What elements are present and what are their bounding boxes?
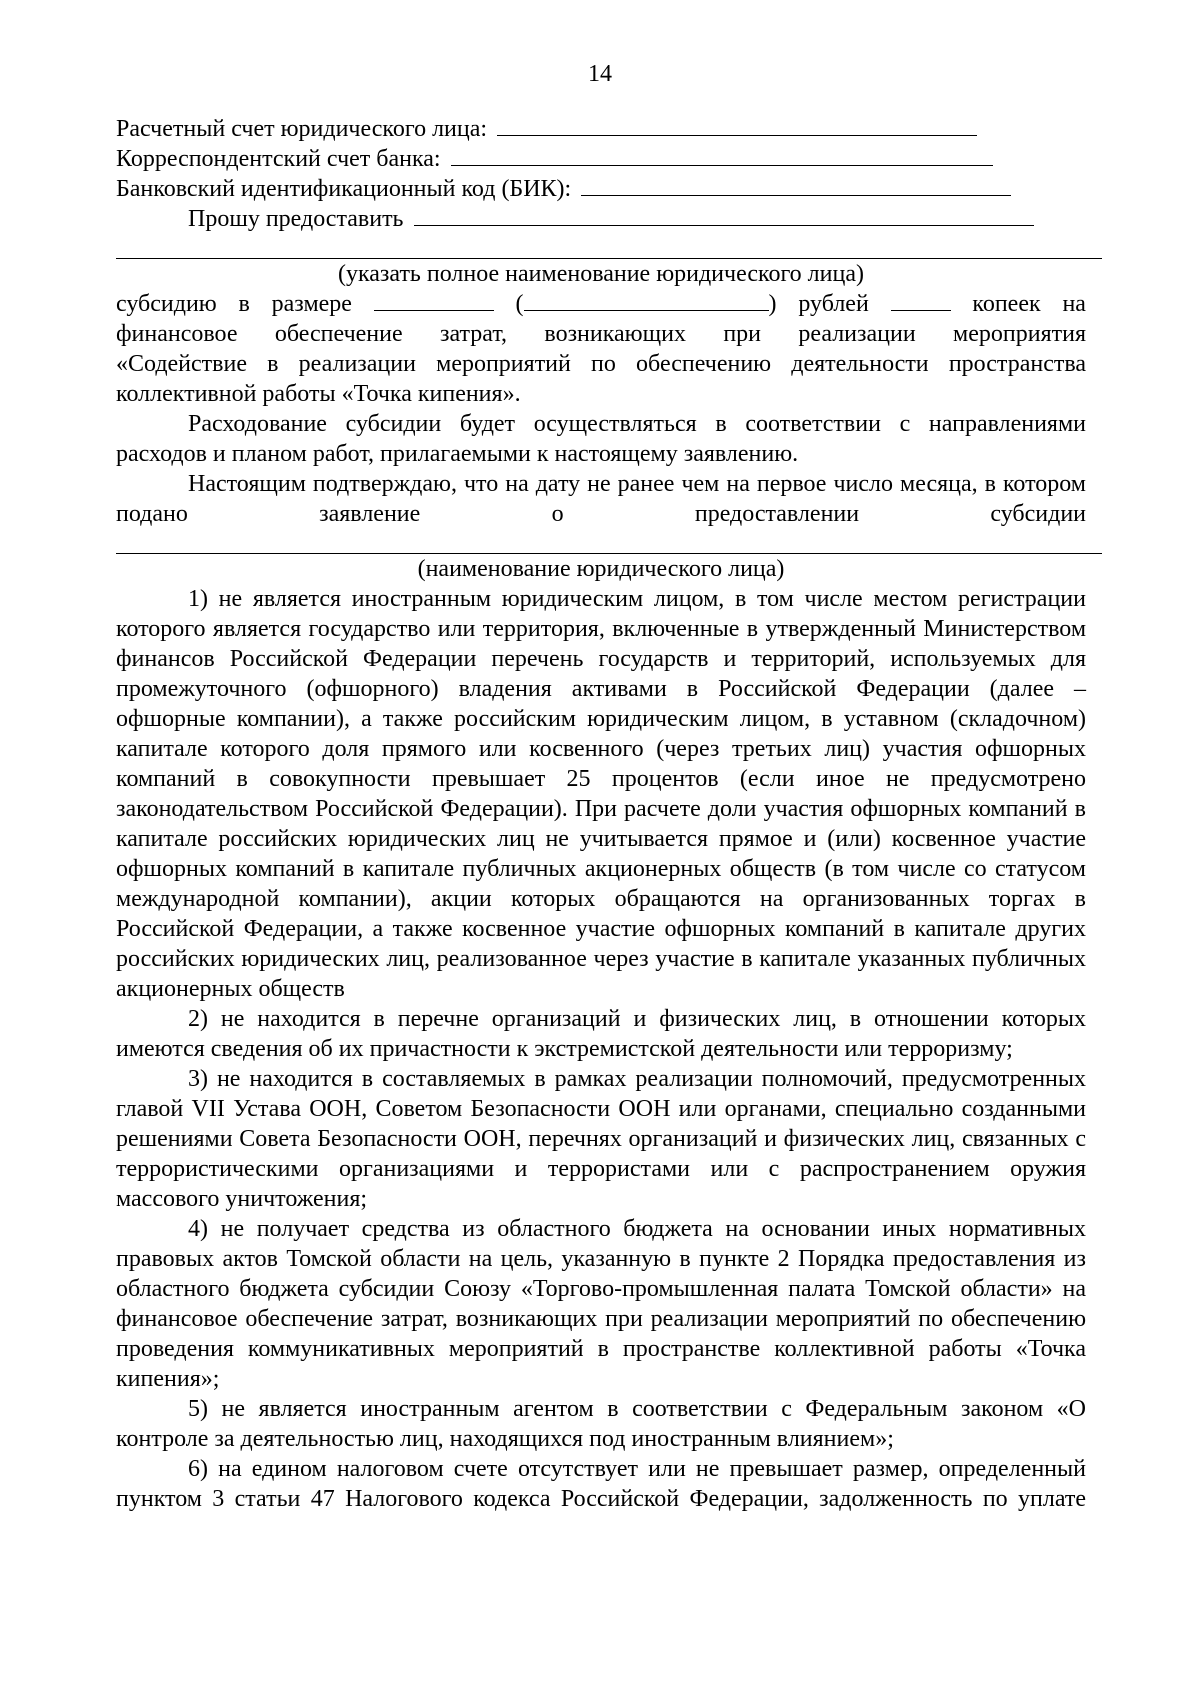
open-paren: (	[515, 291, 524, 317]
rubles-word: рублей	[798, 291, 869, 317]
list-item: 2) не находится в перечне организаций и физических лиц, в отношении которых имеются сведения об их причастности к экстремистской деятельности или терроризму;	[116, 1006, 1086, 1062]
subsidy-word-1: субсидию	[116, 291, 217, 317]
bik-field	[116, 174, 1086, 204]
kopecks-word: копеек	[972, 291, 1041, 317]
amount-words-blank[interactable]	[524, 292, 769, 311]
kopecks-blank[interactable]	[891, 292, 951, 311]
amount-words-group	[516, 289, 777, 319]
expenditure-paragraph: Расходование субсидии будет осуществляться в соответствии с направлениями расходов и планом работ, прилагаемыми к настоящему заявлению.	[116, 411, 1086, 467]
org-name-line-2[interactable]	[116, 529, 1102, 554]
list-item: 6) на едином налоговом счете отсутствует или не превышает размер, определенный пунктом 3 статьи 47 Налогового кодекса Российской Федерации, задолженность по уплате	[116, 1456, 1086, 1512]
subsidy-word-3: размере	[271, 291, 352, 317]
confirm-paragraph: Настоящим подтверждаю, что на дату не ранее чем на первое число месяца, в котором подано заявление о предоставлении субсидии	[116, 471, 1086, 527]
list-item: 3) не находится в составляемых в рамках реализации полномочий, предусмотренных главой VII Устава ООН, Советом Безопасности ООН или органами, специально созданными решениями Совета Безопасности ООН, перечнях организаций и физических лиц, связанных с террористическими организациями и террористами или с распространением оружия массового уничтожения;	[116, 1066, 1086, 1212]
close-paren: )	[768, 291, 777, 317]
bik-label: Банковский идентификационный код (БИК):	[116, 176, 572, 202]
corr-account-label: Корреспондентский счет банка:	[116, 146, 441, 172]
corr-account-input-line[interactable]	[451, 145, 993, 166]
bik-input-line[interactable]	[581, 175, 1011, 196]
document-body	[116, 114, 1086, 1514]
subsidy-line-3: «Содействие в реализации мероприятий по обеспечению деятельности пространства	[116, 351, 1086, 377]
request-label: Прошу предоставить	[188, 206, 404, 232]
list-item: 4) не получает средства из областного бюджета на основании иных нормативных правовых актов Томской области на цель, указанную в пункте 2 Порядка предоставления из областного бюджета субсидии Союзу «Торгово-промышленная палата Томской области» на финансовое обеспечение затрат, возникающих при реализации мероприятий по обеспечению проведения коммуникативных мероприятий в пространстве коллективной работы «Точка кипения»;	[116, 1216, 1086, 1392]
subsidy-line-4: коллективной работы «Точка кипения».	[116, 381, 521, 407]
list-item: 5) не является иностранным агентом в соответствии с Федеральным законом «О контроле за деятельностью лиц, находящихся под иностранным влиянием»;	[116, 1396, 1086, 1452]
request-input-line[interactable]	[414, 205, 1034, 226]
subsidy-amount-row	[116, 289, 1086, 319]
org-name-line[interactable]	[116, 234, 1102, 259]
list-item: 1) не является иностранным юридическим лицом, в том числе местом регистрации которого является государство или территория, включенные в утвержденный Министерством финансов Российской Федерации перечень государств и территорий, используемых для промежуточного (офшорного) владения активами в Российской Федерации (далее – офшорные компании), а также российским юридическим лицом, в уставном (складочном) капитале которого доля прямого или косвенного (через третьих лиц) участия офшорных компаний в совокупности превышает 25 процентов (если иное не предусмотрено законодательством Российской Федерации). При расчете доли участия офшорных компаний в капитале российских юридических лиц не учитывается прямое и (или) косвенное участие офшорных компаний в капитале публичных акционерных обществ (в том числе со статусом международной компании), акции которых обращаются на организованных торгах в Российской Федерации, а также косвенное участие офшорных компаний в капитале других российских юридических лиц, реализованное через участие в капитале указанных публичных акционерных обществ	[116, 586, 1086, 1002]
account-input-line[interactable]	[497, 115, 977, 136]
full-name-caption: (указать полное наименование юридического лица)	[337, 261, 864, 287]
amount-digits-blank[interactable]	[374, 292, 494, 311]
on-word: на	[1062, 291, 1086, 317]
account-field	[116, 114, 1086, 144]
subsidy-line-2: финансовое обеспечение затрат, возникающих при реализации мероприятия	[116, 321, 1086, 347]
request-field	[116, 204, 1086, 234]
name-caption: (наименование юридического лица)	[417, 556, 785, 582]
account-label: Расчетный счет юридического лица:	[116, 116, 488, 142]
subsidy-word-2: в	[238, 291, 250, 317]
corr-account-field	[116, 144, 1086, 174]
page-number: 14	[588, 61, 612, 87]
